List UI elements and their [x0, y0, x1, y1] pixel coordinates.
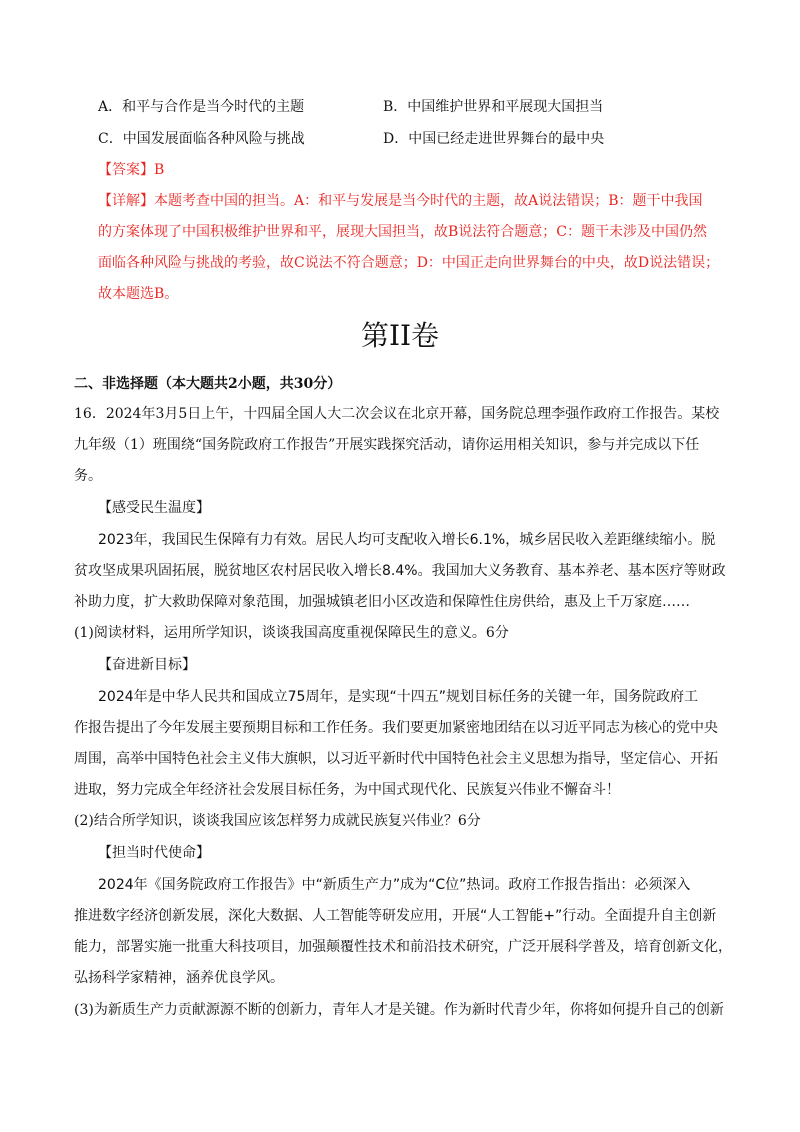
question-16-line: 务。 — [74, 468, 102, 484]
detail-line: 面临各种风险与挑战的考验，故C说法不符合题意；D：中国正走向世界舞台的中央，故D说法错误； — [98, 255, 720, 271]
material-line: 作报告提出了今年发展主要预期目标和工作任务。我们要更加紧密地团结在以习近平同志为核心的党中央 — [74, 720, 718, 736]
material-line: 周围，高举中国特色社会主义伟大旗帜，以习近平新时代中国特色社会主义思想为指导，坚定信心、开拓 — [74, 751, 718, 767]
material-line: 推进数字经济创新发展，深化大数据、人工智能等研发应用，开展“人工智能+”行动。全面提升自主创新 — [74, 908, 717, 924]
part2-heading: 【奋进新目标】 — [98, 657, 196, 673]
part1-heading: 【感受民生温度】 — [98, 500, 210, 516]
option-c: C．中国发展面临各种风险与挑战 — [98, 131, 305, 147]
answer-label: 【答案】B — [98, 162, 165, 178]
material-line: 2023年，我国民生保障有力有效。居民人均可支配收入增长6.1%，城乡居民收入差距继续缩小。脱 — [98, 532, 716, 548]
sub-question-2: (2)结合所学知识，谈谈我国应该怎样努力成就民族复兴伟业？6分 — [74, 813, 481, 829]
part3-heading: 【担当时代使命】 — [98, 845, 210, 861]
detail-line: 的方案体现了中国积极维护世界和平，展现大国担当，故B说法符合题意；C：题干未涉及中国仍然 — [98, 224, 707, 240]
material-line: 2024年是中华人民共和国成立75周年，是实现“十四五”规划目标任务的关键一年，国务院政府工 — [98, 689, 698, 705]
question-16-line: 九年级（1）班围绕“国务院政府工作报告”开展实践探究活动，请你运用相关知识，参与并完成以下任 — [74, 437, 700, 453]
option-b: B．中国维护世界和平展现大国担当 — [383, 99, 604, 115]
material-line: 贫攻坚成果巩固拓展，脱贫地区农村居民收入增长8.4%。我国加大义务教育、基本养老、基本医疗等财政 — [74, 563, 726, 579]
question-16-line: 16．2024年3月5日上午，十四届全国人大二次会议在北京开幕，国务院总理李强作政府工作报告。某校 — [74, 406, 720, 422]
section-heading: 二、非选择题（本大题共2小题，共30分） — [74, 376, 342, 392]
sub-question-1: (1)阅读材料，运用所学知识，谈谈我国高度重视保障民生的意义。6分 — [74, 625, 509, 641]
detail-line: 故本题选B。 — [98, 286, 179, 302]
material-line: 进取，努力完成全年经济社会发展目标任务，为中国式现代化、民族复兴伟业不懈奋斗！ — [74, 782, 620, 798]
detail-line: 【详解】本题考查中国的担当。A：和平与发展是当今时代的主题，故A说法错误；B：题干中我国 — [98, 193, 703, 209]
option-d: D．中国已经走进世界舞台的最中央 — [383, 131, 605, 147]
section-title: 第II卷 — [360, 319, 440, 352]
sub-question-3: (3)为新质生产力贡献源源不断的创新力，青年人才是关键。作为新时代青少年，你将如何提升自己的创新 — [74, 1002, 724, 1018]
material-line: 补助力度，扩大救助保障对象范围，加强城镇老旧小区改造和保障性住房供给，惠及上千万家庭…… — [74, 594, 690, 610]
material-line: 2024年《国务院政府工作报告》中“新质生产力”成为“C位”热词。政府工作报告指出：必须深入 — [98, 877, 691, 893]
material-line: 能力，部署实施一批重大科技项目，加强颠覆性技术和前沿技术研究，广泛开展科学普及，培育创新文化， — [74, 939, 732, 955]
option-a: A．和平与合作是当今时代的主题 — [98, 99, 305, 115]
material-line: 弘扬科学家精神，涵养优良学风。 — [74, 970, 284, 986]
